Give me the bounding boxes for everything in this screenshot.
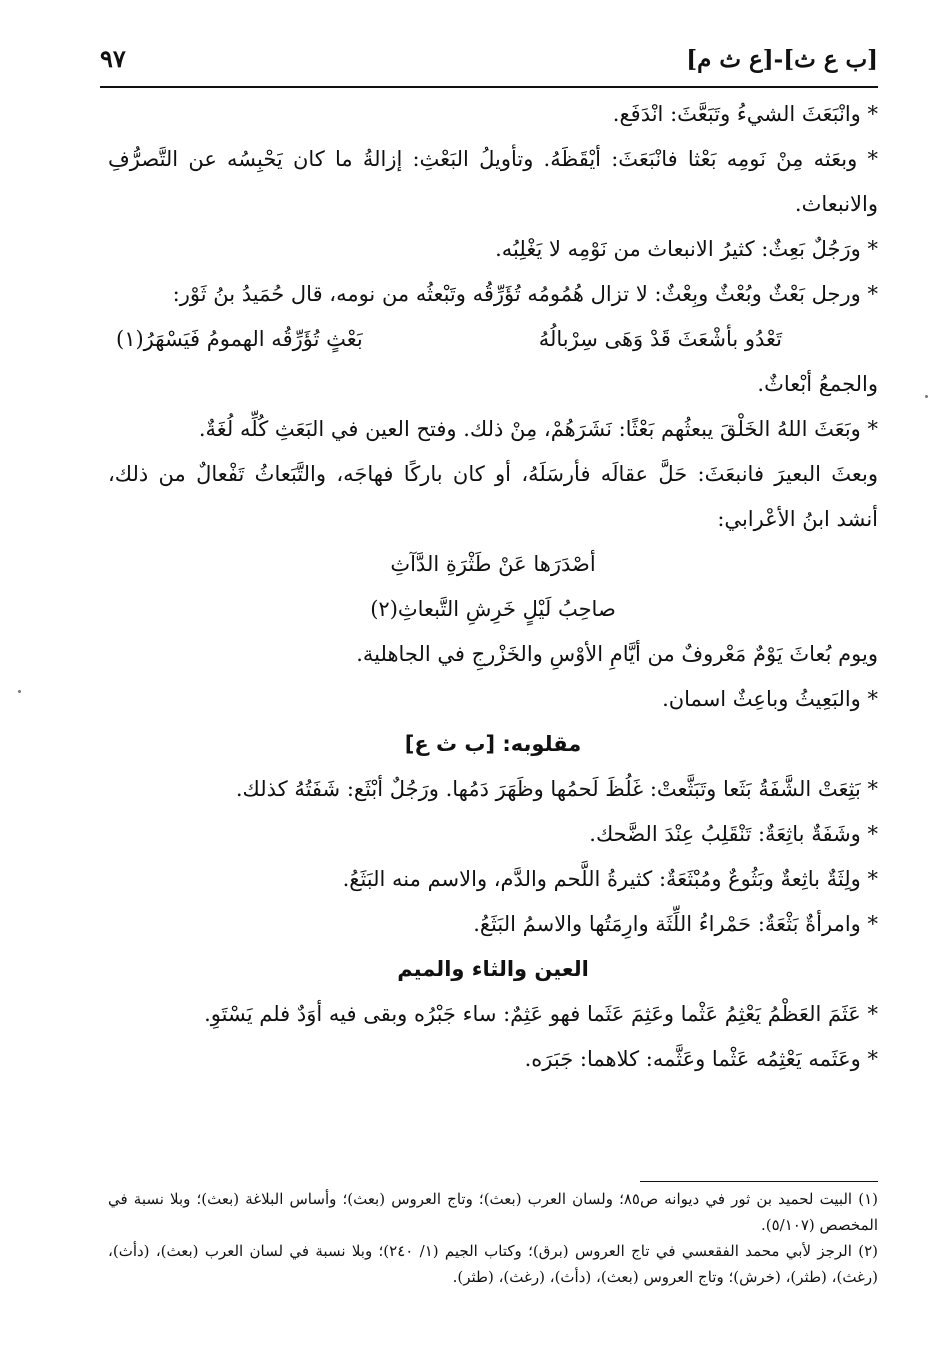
footnotes: [108, 1186, 878, 1290]
entry-line: * ورَجُلٌ بَعِثٌ: كثيرُ الانبعاث من نَوْمِه لا يَغْلِبُه.: [495, 237, 878, 261]
header-rule: [100, 86, 878, 88]
margin-speck: [925, 395, 928, 398]
entry-line: * وعَثَمه يَعْثِمُه عَثْما وعَثَّمه: كلاهما: جَبَرَه.: [524, 1047, 878, 1071]
entry-line: * عَثَمَ العَظْمُ يَعْثِمُ عَثْما وعَثِمَ عَثَما فهو عَثِمٌ: ساء جَبْرُه وبقى فيه أوَدٌ فلم يَسْتَوِ.: [204, 1002, 878, 1026]
verse-second-hemistich: بَعْثٍ تُؤَرِّقُه الهمومُ فَيَسْهَرُ(١): [116, 327, 363, 351]
footnote: (٢) الرجز لأبي محمد الفقعسي في تاج العروس (برق)؛ وكتاب الجيم (١/ ٢٤٠)؛ وبلا نسبة في لسان العرب (بعث)، (دأث)، (رغث)، (طثر)، (خرش)؛ وتاج العروس (بعث)، (دأث)، (رغث)، (طثر).: [108, 1242, 878, 1286]
entry-line: ويوم بُعاثَ يَوْمٌ مَعْروفٌ من أيَّامِ الأوْسِ والخَزْرجِ في الجاهلية.: [356, 642, 878, 666]
entry-line: والجمعُ أبْعاثٌ.: [757, 372, 878, 396]
section-heading: العين والثاء والميم: [397, 957, 589, 981]
entry-line: * وانْبَعَثَ الشيءُ وتَبَعَّثَ: انْدَفَع.: [612, 102, 878, 126]
entry-line: * بَثِعَتْ الشَّفَةُ بَثَعا وتَبَثَّعتْ: غَلُظَ لَحمُها وظَهَرَ دَمُها. ورَجُلٌ أبْثَع: شَفَتُهُ كذلك.: [235, 777, 878, 801]
entry-line: * ولِثَةٌ باثِعةٌ وبَثُوعٌ ومُبْثَعَةٌ: كثيرةُ اللَّحم والدَّم، والاسم منه البَثَعُ.: [342, 867, 878, 891]
entry-line: * وشَفَةٌ باثِعَةٌ: تَنْقَلِبُ عِنْدَ الضَّحك.: [589, 822, 878, 846]
entry-line: وبعثَ البعيرَ فانبعَثَ: حَلَّ عقالَه فأرسَلَهُ، أو كان باركًا فهاجَه، والتَّبَعاثُ تَفْعالٌ من ذلك، أنشد ابنُ الأعْرابي:: [108, 462, 878, 531]
poetry-verse: [108, 317, 878, 362]
running-head-roots: [ب ع ث]-[ع ث م]: [686, 46, 878, 73]
entry-line: * وبعَثه مِنْ نَومِه بَعْثا فانْبَعَثَ: أيْقَظَهُ. وتأويلُ البَعْثِ: إزالةُ ما كان يَحْبِسُه عن التَّصرُّفِ والانبعاث.: [108, 147, 878, 216]
rajaz-line: صاحِبُ لَيْلٍ خَرِشِ التَّبعاثِ(٢): [370, 597, 616, 621]
entry-line: * وامرأةٌ بَثْعَةٌ: حَمْراءُ اللِّثَة وارِمَتُها والاسمُ البَثَعُ.: [473, 912, 878, 936]
page-header: [100, 40, 878, 86]
page-number: ٩٧: [100, 44, 126, 73]
footnote: (١) البيت لحميد بن ثور في ديوانه ص٨٥؛ ولسان العرب (بعث)؛ وتاج العروس (بعث)؛ وأساس البلاغة (بعث)؛ وبلا نسبة في المخصص (٥/١٠٧).: [108, 1190, 879, 1234]
entry-line: * والبَعِيثُ وباعِثٌ اسمان.: [662, 687, 878, 711]
verse-first-hemistich: تَعْدُو بأشْعَثَ قَدْ وَهَى سِرْبالُهُ: [538, 327, 782, 351]
rajaz-line: أصْدَرَها عَنْ طَثْرَةِ الدَّآثِ: [390, 552, 596, 576]
entry-body: [108, 92, 878, 1082]
entry-line: * وبَعَثَ اللهُ الخَلْقَ يبعثُهم بَعْثًا: نَشَرَهُمْ، مِنْ ذلك. وفتح العين في البَعَثِ كُلِّه لُغَةٌ.: [198, 417, 878, 441]
section-heading: مقلوبه: [ب ث ع]: [404, 732, 582, 756]
entry-line: * ورجل بَعْثٌ وبُعْثٌ وبِعْثٌ: لا تزال هُمُومُه تُؤَرِّقُه وتَبْعثُه من نومه، قال حُمَيدُ بنُ ثَوْر:: [172, 282, 878, 306]
footnote-rule: [640, 1181, 878, 1182]
margin-speck: [18, 690, 21, 693]
